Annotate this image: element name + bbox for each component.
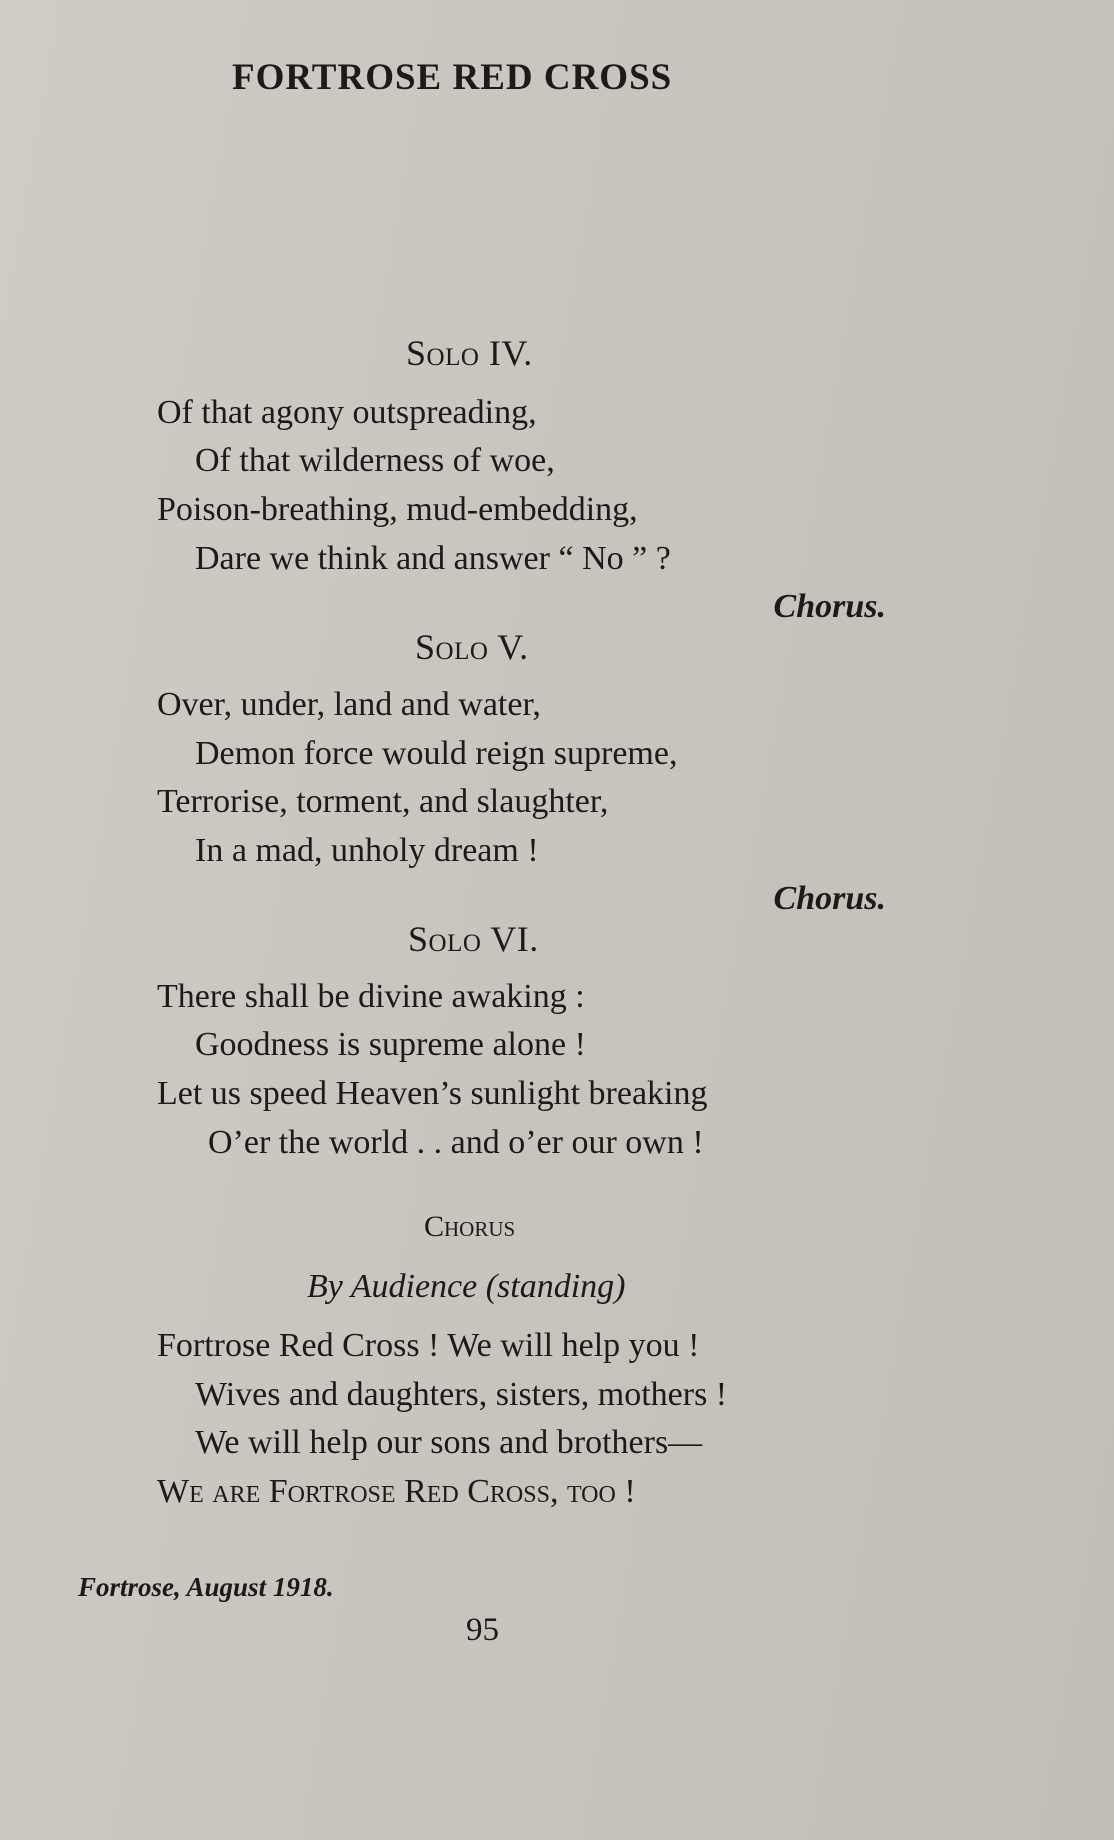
solo-iv-line-4: Dare we think and answer “ No ” ? [195, 540, 671, 577]
chorus-line-3: We will help our sons and brothers— [195, 1424, 703, 1461]
solo-v-chorus-cue: Chorus. [773, 880, 886, 917]
page-number: 95 [466, 1612, 499, 1648]
solo-v-line-3: Terrorise, torment, and slaughter, [157, 783, 609, 820]
solo-vi-line-4: O’er the world . . and o’er our own ! [208, 1124, 704, 1161]
chorus-heading: Chorus [424, 1210, 516, 1243]
dateline: Fortrose, August 1918. [78, 1572, 334, 1602]
solo-vi-heading: Solo VI. [408, 919, 539, 959]
solo-iv-heading: Solo IV. [406, 333, 533, 373]
solo-vi-line-1: There shall be divine awaking : [157, 978, 585, 1015]
chorus-subheading: By Audience (standing) [307, 1268, 626, 1305]
solo-vi-line-2: Goodness is supreme alone ! [195, 1026, 586, 1063]
solo-iv-line-1: Of that agony outspreading, [157, 394, 537, 431]
solo-iv-line-2: Of that wilderness of woe, [195, 442, 555, 479]
solo-v-line-1: Over, under, land and water, [157, 686, 541, 723]
solo-iv-chorus-cue: Chorus. [773, 588, 886, 625]
solo-v-line-4: In a mad, unholy dream ! [195, 832, 539, 869]
solo-v-heading: Solo V. [415, 627, 529, 667]
chorus-line-4: We are Fortrose Red Cross, too ! [157, 1473, 636, 1510]
solo-vi-line-3: Let us speed Heaven’s sunlight breaking [157, 1075, 708, 1112]
solo-v-line-2: Demon force would reign supreme, [195, 735, 678, 772]
solo-iv-line-3: Poison-breathing, mud-embedding, [157, 491, 638, 528]
chorus-line-1: Fortrose Red Cross ! We will help you ! [157, 1327, 700, 1364]
chorus-line-2: Wives and daughters, sisters, mothers ! [195, 1376, 728, 1413]
running-head: FORTROSE RED CROSS [232, 57, 673, 98]
